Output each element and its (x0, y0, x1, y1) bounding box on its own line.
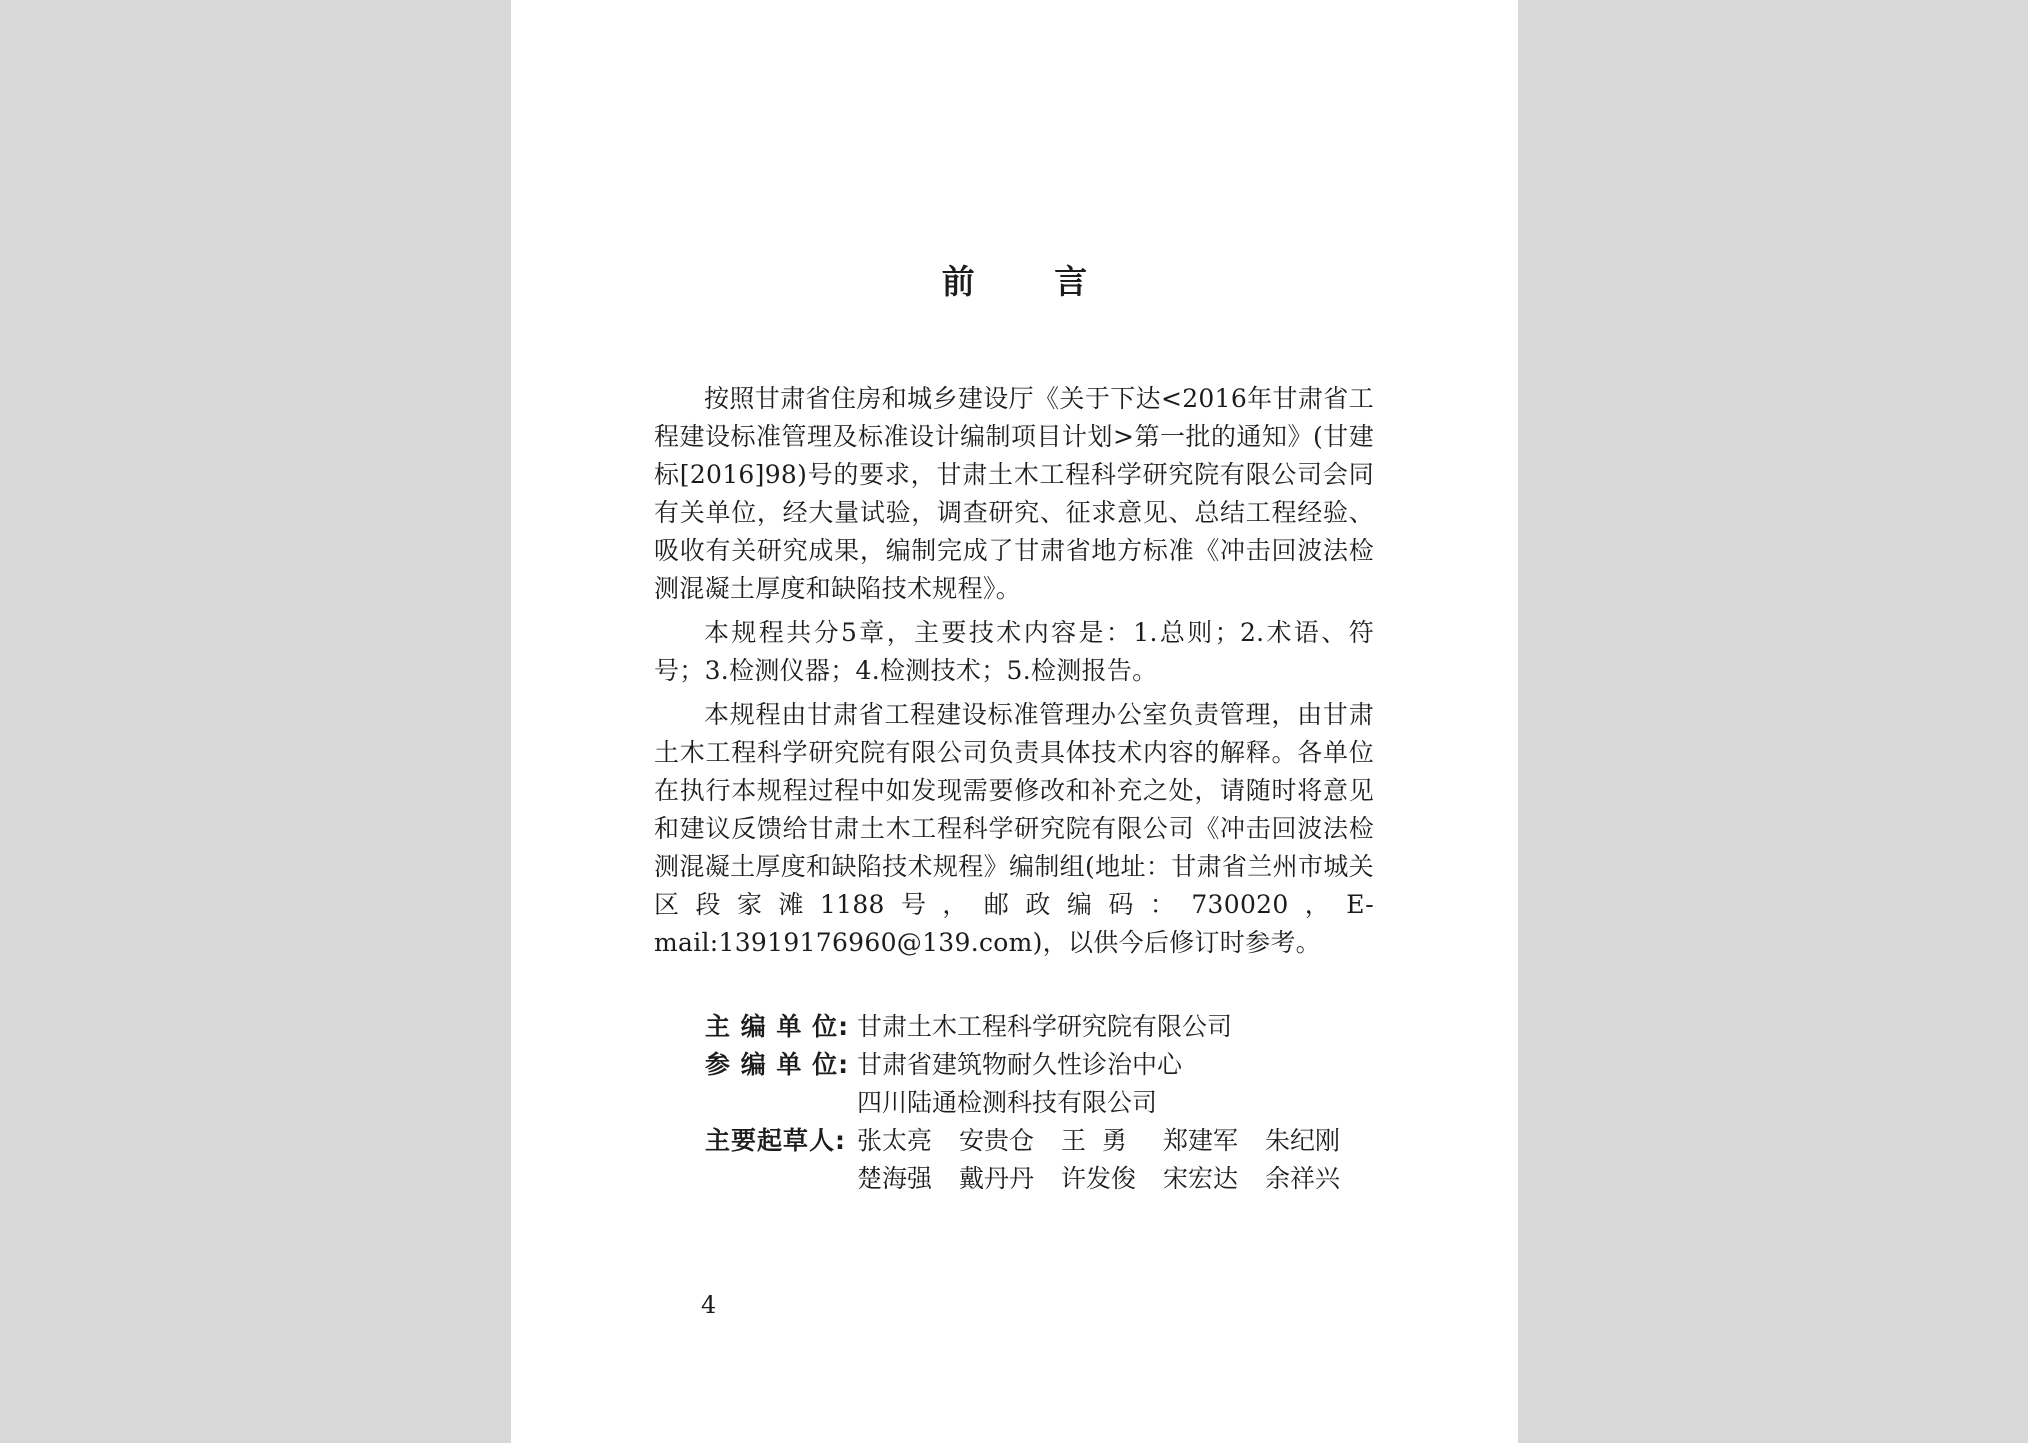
drafter-name: 张太亮 (857, 1126, 933, 1155)
participating-units-label: 参 编 单 位: (705, 1050, 850, 1079)
drafters-list (857, 1122, 1367, 1198)
drafters-row (705, 1122, 1367, 1198)
drafter-name: 许发俊 (1061, 1164, 1137, 1193)
chief-unit-row (705, 1008, 1367, 1046)
participating-units-row (705, 1046, 1367, 1122)
drafter-name: 楚海强 (857, 1164, 933, 1193)
preface-paragraph: 按照甘肃省住房和城乡建设厅《关于下达<2016年甘肃省工程建设标准管理及标准设计编制项目计划>第一批的通知》(甘建标[2016]98)号的要求，甘肃土木工程科学研究院有限公司会同有关单位，经大量试验，调查研究、征求意见、总结工程经验、吸收有关研究成果，编制完成了甘肃省地方标准《冲击回波法检测混凝土厚度和缺陷技术规程》。 (654, 384, 1374, 603)
drafter-name: 戴丹丹 (959, 1164, 1035, 1193)
page-number: 4 (701, 1291, 717, 1319)
drafters-label: 主要起草人: (705, 1126, 846, 1155)
drafter-name: 余祥兴 (1265, 1164, 1341, 1193)
preface-paragraph: 本规程由甘肃省工程建设标准管理办公室负责管理，由甘肃土木工程科学研究院有限公司负责具体技术内容的解释。各单位在执行本规程过程中如发现需要修改和补充之处，请随时将意见和建议反馈给甘肃土木工程科学研究院有限公司《冲击回波法检测混凝土厚度和缺陷技术规程》编制组(地址：甘肃省兰州市城关区段家滩1188号，邮政编码：730020，E-mail:13919176960@139.com)，以供今后修订时参考。 (654, 700, 1374, 957)
participating-unit: 甘肃省建筑物耐久性诊治中心 (857, 1050, 1183, 1079)
document-page (511, 0, 1518, 1443)
chief-unit-label: 主 编 单 位: (705, 1012, 850, 1041)
credits-block (705, 1008, 1367, 1198)
preface-body (654, 380, 1374, 968)
participating-unit: 四川陆通检测科技有限公司 (857, 1088, 1158, 1117)
drafter-name: 安贵仓 (959, 1126, 1035, 1155)
drafter-name: 朱纪刚 (1265, 1126, 1341, 1155)
page-title: 前 言 (941, 262, 1122, 301)
chief-unit-value: 甘肃土木工程科学研究院有限公司 (857, 1012, 1233, 1041)
drafter-name: 郑建军 (1163, 1126, 1239, 1155)
preface-paragraph: 本规程共分5章，主要技术内容是：1.总则；2.术语、符号；3.检测仪器；4.检测技术；5.检测报告。 (654, 618, 1374, 685)
drafter-name: 宋宏达 (1163, 1164, 1239, 1193)
drafter-name: 王 勇 (1061, 1126, 1127, 1155)
